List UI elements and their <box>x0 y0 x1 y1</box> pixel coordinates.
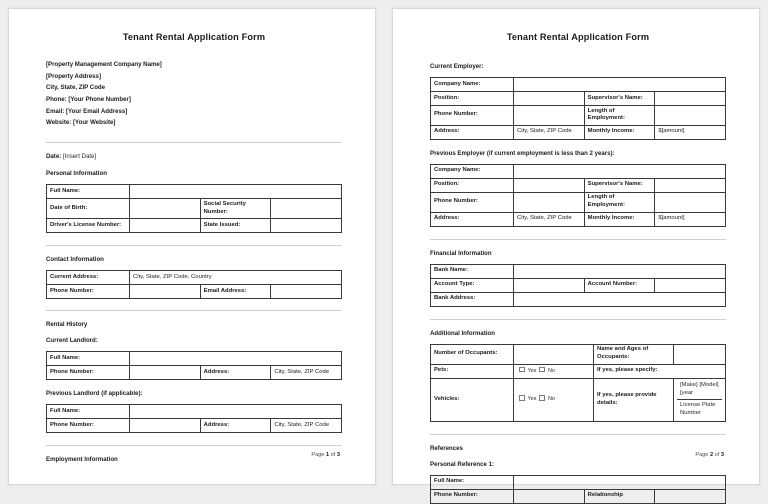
pets-yesno-group[interactable] <box>517 368 590 375</box>
cell-landlord-address-label: Address: <box>200 366 271 380</box>
cell-current-address-value[interactable]: City, State, ZIP Code, Country <box>130 271 342 285</box>
cell-vehicles-label: Vehicles: <box>431 378 514 421</box>
cell-prev-landlord-phone-value[interactable] <box>130 419 201 433</box>
table-row <box>431 164 726 178</box>
page-footer-middle: of <box>329 452 337 458</box>
company-address-line: [Property Address] <box>46 72 101 80</box>
date-line <box>46 153 342 160</box>
cell-account-number-label: Account Number: <box>584 278 655 292</box>
cell-dl-label: Driver's License Number: <box>47 219 130 233</box>
vehicles-yesno-group[interactable] <box>517 396 590 403</box>
company-phone-line: Phone: [Your Phone Number] <box>46 96 131 104</box>
cell-prev-length-employment-label: Length of Employment: <box>584 192 655 212</box>
table-row <box>431 292 726 306</box>
cell-bank-address-label: Bank Address: <box>431 292 514 306</box>
section-heading-personal-information: Personal Information <box>46 170 107 178</box>
table-personal-reference-1[interactable] <box>430 475 726 504</box>
divider-after-additional-information <box>430 434 726 435</box>
subheading-current-employer: Current Employer: <box>430 63 484 70</box>
table-row <box>677 380 722 399</box>
cell-ref-name-value[interactable] <box>514 475 726 489</box>
company-name-line: [Property Management Company Name] <box>46 61 162 68</box>
company-website-line: Website: [Your Website] <box>46 119 116 127</box>
table-row <box>431 378 726 421</box>
table-row <box>431 344 726 364</box>
table-row <box>47 285 342 299</box>
cell-supervisor-value[interactable] <box>655 92 726 106</box>
cell-bank-name-label: Bank Name: <box>431 264 514 278</box>
page-footer-number-2: 2 <box>709 452 714 458</box>
divider-after-previous-employer <box>430 239 726 240</box>
cell-dob-label: Date of Birth: <box>47 199 130 219</box>
cell-ref-relationship-value[interactable] <box>655 489 726 503</box>
page-footer-middle-2: of <box>713 452 721 458</box>
section-heading-financial-information: Financial Information <box>430 249 492 257</box>
table-contact-information[interactable] <box>46 270 342 299</box>
table-row <box>431 192 726 212</box>
cell-prev-supervisor-label: Supervisor's Name: <box>584 178 655 192</box>
cell-email-label: Email Address: <box>200 285 271 299</box>
cell-prev-landlord-phone-label: Phone Number: <box>47 419 130 433</box>
cell-emp-address-label: Address: <box>431 125 514 139</box>
page-footer-2 <box>695 452 724 458</box>
cell-vehicle-make-model-year[interactable]: [Make] [Model] [year <box>677 380 722 399</box>
cell-ref-name-label: Full Name: <box>431 475 514 489</box>
table-previous-landlord[interactable] <box>46 404 342 433</box>
cell-dl-value[interactable] <box>130 219 201 233</box>
cell-vehicles-yesno[interactable] <box>514 378 594 421</box>
cell-prev-emp-phone-value[interactable] <box>514 192 585 212</box>
cell-supervisor-label: Supervisor's Name: <box>584 92 655 106</box>
subheading-previous-landlord: Previous Landlord (if applicable): <box>46 390 143 398</box>
pets-yes-label: Yes <box>527 367 537 374</box>
cell-landlord-name-label: Full Name: <box>47 352 130 366</box>
page-footer-1 <box>311 452 340 458</box>
cell-ssn-value[interactable] <box>271 199 342 219</box>
cell-prev-landlord-name-label: Full Name: <box>47 405 130 419</box>
table-row <box>431 278 726 292</box>
cell-landlord-address-value[interactable]: City, State, ZIP Code <box>271 366 342 380</box>
cell-prev-monthly-income-value[interactable]: $[amount] <box>655 212 726 226</box>
page-footer-total: 3 <box>336 452 340 458</box>
table-row <box>677 400 722 419</box>
cell-state-issued-value[interactable] <box>271 219 342 233</box>
cell-ref-relationship-label: Relationship <box>584 489 655 503</box>
table-row <box>431 489 726 503</box>
section-heading-additional-information: Additional Information <box>430 329 495 337</box>
cell-prev-landlord-address-label: Address: <box>200 419 271 433</box>
table-row <box>431 106 726 126</box>
table-row <box>431 212 726 226</box>
cell-prev-emp-address-value[interactable]: City, State, ZIP Code <box>514 212 585 226</box>
cell-email-value[interactable] <box>271 285 342 299</box>
table-row <box>431 78 726 92</box>
cell-phone-value[interactable] <box>130 285 201 299</box>
vehicle-details-subtable[interactable] <box>677 380 722 419</box>
document-page-1[interactable] <box>8 8 376 485</box>
date-value[interactable]: [Insert Date] <box>62 153 97 161</box>
divider-after-contact-information <box>46 310 342 311</box>
table-previous-employer[interactable] <box>430 164 726 227</box>
subheading-current-landlord: Current Landlord: <box>46 337 98 345</box>
table-additional-information[interactable] <box>430 344 726 422</box>
cell-company-name-label: Company Name: <box>431 78 514 92</box>
table-row <box>47 199 342 219</box>
section-heading-employment-information: Employment Information <box>46 456 118 464</box>
cell-names-ages-value[interactable] <box>674 344 726 364</box>
cell-prev-landlord-address-value[interactable]: City, State, ZIP Code <box>271 419 342 433</box>
section-heading-references: References <box>430 444 463 452</box>
table-financial-information[interactable] <box>430 264 726 307</box>
divider-after-personal-information <box>46 245 342 246</box>
table-row <box>47 419 342 433</box>
vehicles-no-label: No <box>547 396 555 403</box>
cell-prev-length-employment-value[interactable] <box>655 192 726 212</box>
table-personal-information[interactable] <box>46 184 342 233</box>
table-current-landlord[interactable] <box>46 351 342 380</box>
cell-num-occupants-label: Number of Occupants: <box>431 344 514 364</box>
cell-prev-position-value[interactable] <box>514 178 585 192</box>
cell-vehicles-specify-label: If yes, please provide details: <box>594 378 674 421</box>
cell-ssn-label: Social Security Number: <box>200 199 271 219</box>
cell-prev-position-label: Position: <box>431 178 514 192</box>
page-footer-total-2: 3 <box>720 452 724 458</box>
document-page-2[interactable] <box>392 8 760 499</box>
divider-after-rental-history <box>46 445 342 446</box>
page-title: Tenant Rental Application Form <box>122 32 266 42</box>
cell-emp-phone-value[interactable] <box>514 106 585 126</box>
table-row <box>431 92 726 106</box>
subheading-personal-reference-1: Personal Reference 1: <box>430 460 495 468</box>
company-email-line: Email: [Your Email Address] <box>46 107 128 115</box>
table-row <box>431 364 726 378</box>
table-row <box>431 178 726 192</box>
cell-prev-supervisor-value[interactable] <box>655 178 726 192</box>
cell-position-value[interactable] <box>514 92 585 106</box>
pets-no-checkbox-icon[interactable] <box>539 367 545 373</box>
page-footer-prefix: Page <box>311 452 326 458</box>
company-header-block <box>46 59 342 129</box>
cell-position-label: Position: <box>431 92 514 106</box>
cell-account-number-value[interactable] <box>655 278 726 292</box>
vehicles-yes-label: Yes <box>527 396 537 403</box>
cell-vehicles-details[interactable] <box>674 378 726 421</box>
cell-pets-specify-label: If yes, please specify: <box>594 364 726 378</box>
cell-phone-label: Phone Number: <box>47 285 130 299</box>
cell-vehicle-license-plate[interactable]: License Plate Number <box>680 401 716 416</box>
cell-length-employment-label: Length of Employment: <box>584 106 655 126</box>
cell-landlord-phone-label: Phone Number: <box>47 366 130 380</box>
cell-emp-address-value[interactable]: City, State, ZIP Code <box>514 125 585 139</box>
divider-after-financial-information <box>430 319 726 320</box>
table-row <box>431 264 726 278</box>
pets-no-label: No <box>547 367 555 374</box>
cell-emp-phone-label: Phone Number: <box>431 106 514 126</box>
cell-company-name-value[interactable] <box>514 78 726 92</box>
divider-after-header <box>46 142 342 143</box>
cell-bank-name-value[interactable] <box>514 264 726 278</box>
cell-account-type-label: Account Type: <box>431 278 514 292</box>
date-label: Date: <box>46 153 62 161</box>
pets-yes-checkbox-icon[interactable] <box>519 367 525 373</box>
vehicles-no-checkbox-icon[interactable] <box>539 395 545 401</box>
cell-monthly-income-label: Monthly Income: <box>584 125 655 139</box>
cell-bank-address-value[interactable] <box>514 292 726 306</box>
section-heading-rental-history: Rental History <box>46 321 88 329</box>
cell-landlord-phone-value[interactable] <box>130 366 201 380</box>
cell-length-employment-value[interactable] <box>655 106 726 126</box>
page-footer-prefix-2: Page <box>695 452 710 458</box>
company-city-line: City, State, ZIP Code <box>46 84 106 92</box>
table-row <box>47 219 342 233</box>
cell-prev-company-name-label: Company Name: <box>431 164 514 178</box>
page-footer-number: 1 <box>325 452 330 458</box>
table-row <box>431 475 726 489</box>
cell-ref-phone-label: Phone Number: <box>431 489 514 503</box>
table-current-employer[interactable] <box>430 77 726 140</box>
table-row <box>47 271 342 285</box>
cell-prev-landlord-name-value[interactable] <box>130 405 342 419</box>
cell-full-name-label: Full Name: <box>47 185 130 199</box>
table-row <box>47 405 342 419</box>
cell-current-address-label: Current Address: <box>47 271 130 285</box>
cell-pets-label: Pets: <box>431 364 514 378</box>
page-title-2: Tenant Rental Application Form <box>506 32 650 42</box>
table-row <box>47 366 342 380</box>
cell-prev-emp-address-label: Address: <box>431 212 514 226</box>
table-row <box>47 352 342 366</box>
cell-monthly-income-value[interactable]: $[amount] <box>655 125 726 139</box>
section-heading-contact-information: Contact Information <box>46 256 104 264</box>
cell-state-issued-label: State Issued: <box>200 219 271 233</box>
cell-dob-value[interactable] <box>130 199 201 219</box>
cell-account-type-value[interactable] <box>514 278 585 292</box>
table-row <box>47 185 342 199</box>
table-row <box>431 125 726 139</box>
cell-full-name-value[interactable] <box>130 185 342 199</box>
cell-prev-company-name-value[interactable] <box>514 164 726 178</box>
cell-landlord-name-value[interactable] <box>130 352 342 366</box>
cell-prev-emp-phone-label: Phone Number: <box>431 192 514 212</box>
cell-pets-yesno[interactable] <box>514 364 594 378</box>
cell-prev-monthly-income-label: Monthly Income: <box>584 212 655 226</box>
subheading-previous-employer: Previous Employer (if current employment is less than 2 years): <box>430 149 615 157</box>
cell-names-ages-label: Name and Ages of Occupants: <box>594 344 674 364</box>
cell-num-occupants-value[interactable] <box>514 344 594 364</box>
cell-ref-phone-value[interactable] <box>514 489 585 503</box>
vehicles-yes-checkbox-icon[interactable] <box>519 395 525 401</box>
